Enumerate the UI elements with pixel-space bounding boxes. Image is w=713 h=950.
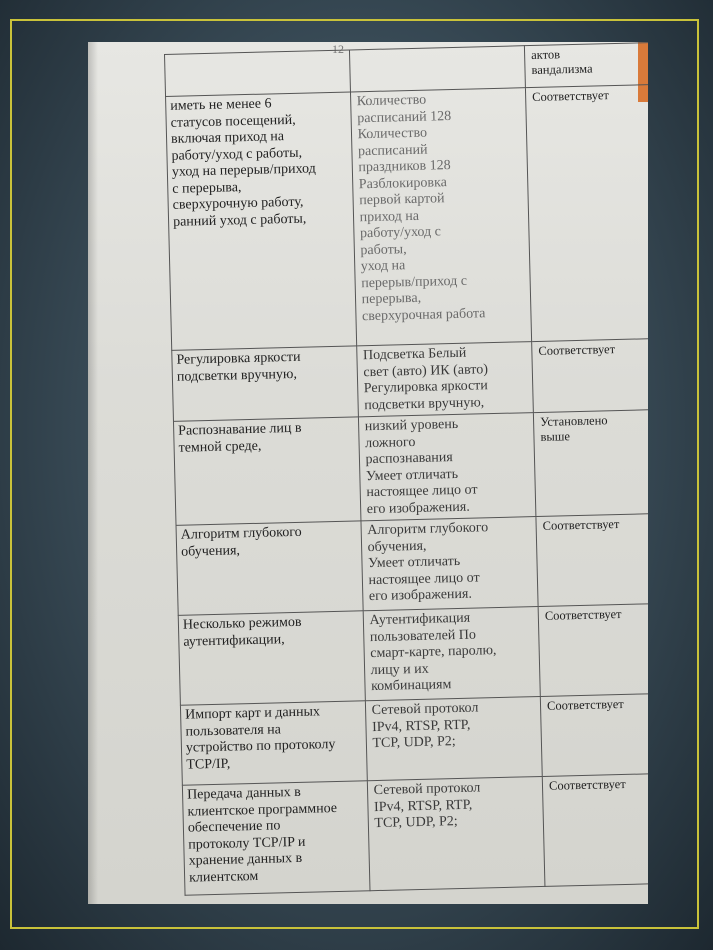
page-number: 12 [332,42,344,56]
status-cell: Соответствует [536,513,648,606]
requirement-cell: Импорт карт и данных пользователя на устройство по протоколу TCP/IP, [180,701,366,785]
header-cell: актов вандализма [524,43,648,88]
table-row [176,513,648,615]
requirement-cell: Регулировка яркости подсветки вручную, [172,346,358,421]
status-cell: Соответствует [540,693,648,776]
offer-cell: Аутентификация пользователей По смарт-карте, паролю, лицу и их комбинациям [363,607,541,701]
page-edge-shadow [88,42,98,904]
requirement-cell: иметь не менее 6 статусов посещений, включая приход на работу/уход с работы, уход на перерыв/приход с перерыва, сверхурочную работу, ранний уход с работы, [166,92,357,350]
offer-cell: Сетевой протокол IPv4, RTSP, RTP, TCP, UDP, P2; [367,776,545,890]
offer-cell: Алгоритм глубокого обучения, Умеет отличать настоящее лицо от его изображения. [361,517,539,611]
offer-cell: низкий уровень ложного распознавания Умеет отличать настоящее лицо от его изображения. [358,413,536,521]
table-row [178,603,648,705]
table-row [182,773,648,895]
specification-table [164,42,648,896]
table-row [180,693,648,785]
header-cell [165,50,351,96]
offer-cell: Сетевой протокол IPv4, RTSP, RTP, TCP, UDP, P2; [365,696,542,780]
table-row [173,410,648,526]
requirement-cell: Передача данных в клиентское программное обеспечение по протоколу TCP/IP и хранение данных в клиентском [182,781,369,895]
requirement-cell: Распознавание лиц в темной среде, [173,417,360,525]
offer-cell: Подсветка Белый свет (авто) ИК (авто) Регулировка яркости подсветки вручную, [356,342,533,417]
requirement-cell: Алгоритм глубокого обучения, [176,521,363,615]
status-cell: Соответствует [542,773,648,886]
table-row [166,85,648,351]
table-row [172,339,648,422]
status-cell: Соответствует [538,603,648,696]
status-cell: Соответствует [525,85,648,342]
status-cell: Установлено выше [533,410,648,517]
requirement-cell: Несколько режимов аутентификации, [178,611,365,705]
status-cell: Соответствует [532,339,648,413]
offer-cell: Количество расписаний 128 Количество расписаний праздников 128 Разблокировка первой картой приход на работу/уход с работы, уход на перерыв/приход с перерыва, сверхурочная работа [350,88,532,346]
header-cell [349,46,525,92]
document-page [88,42,648,904]
